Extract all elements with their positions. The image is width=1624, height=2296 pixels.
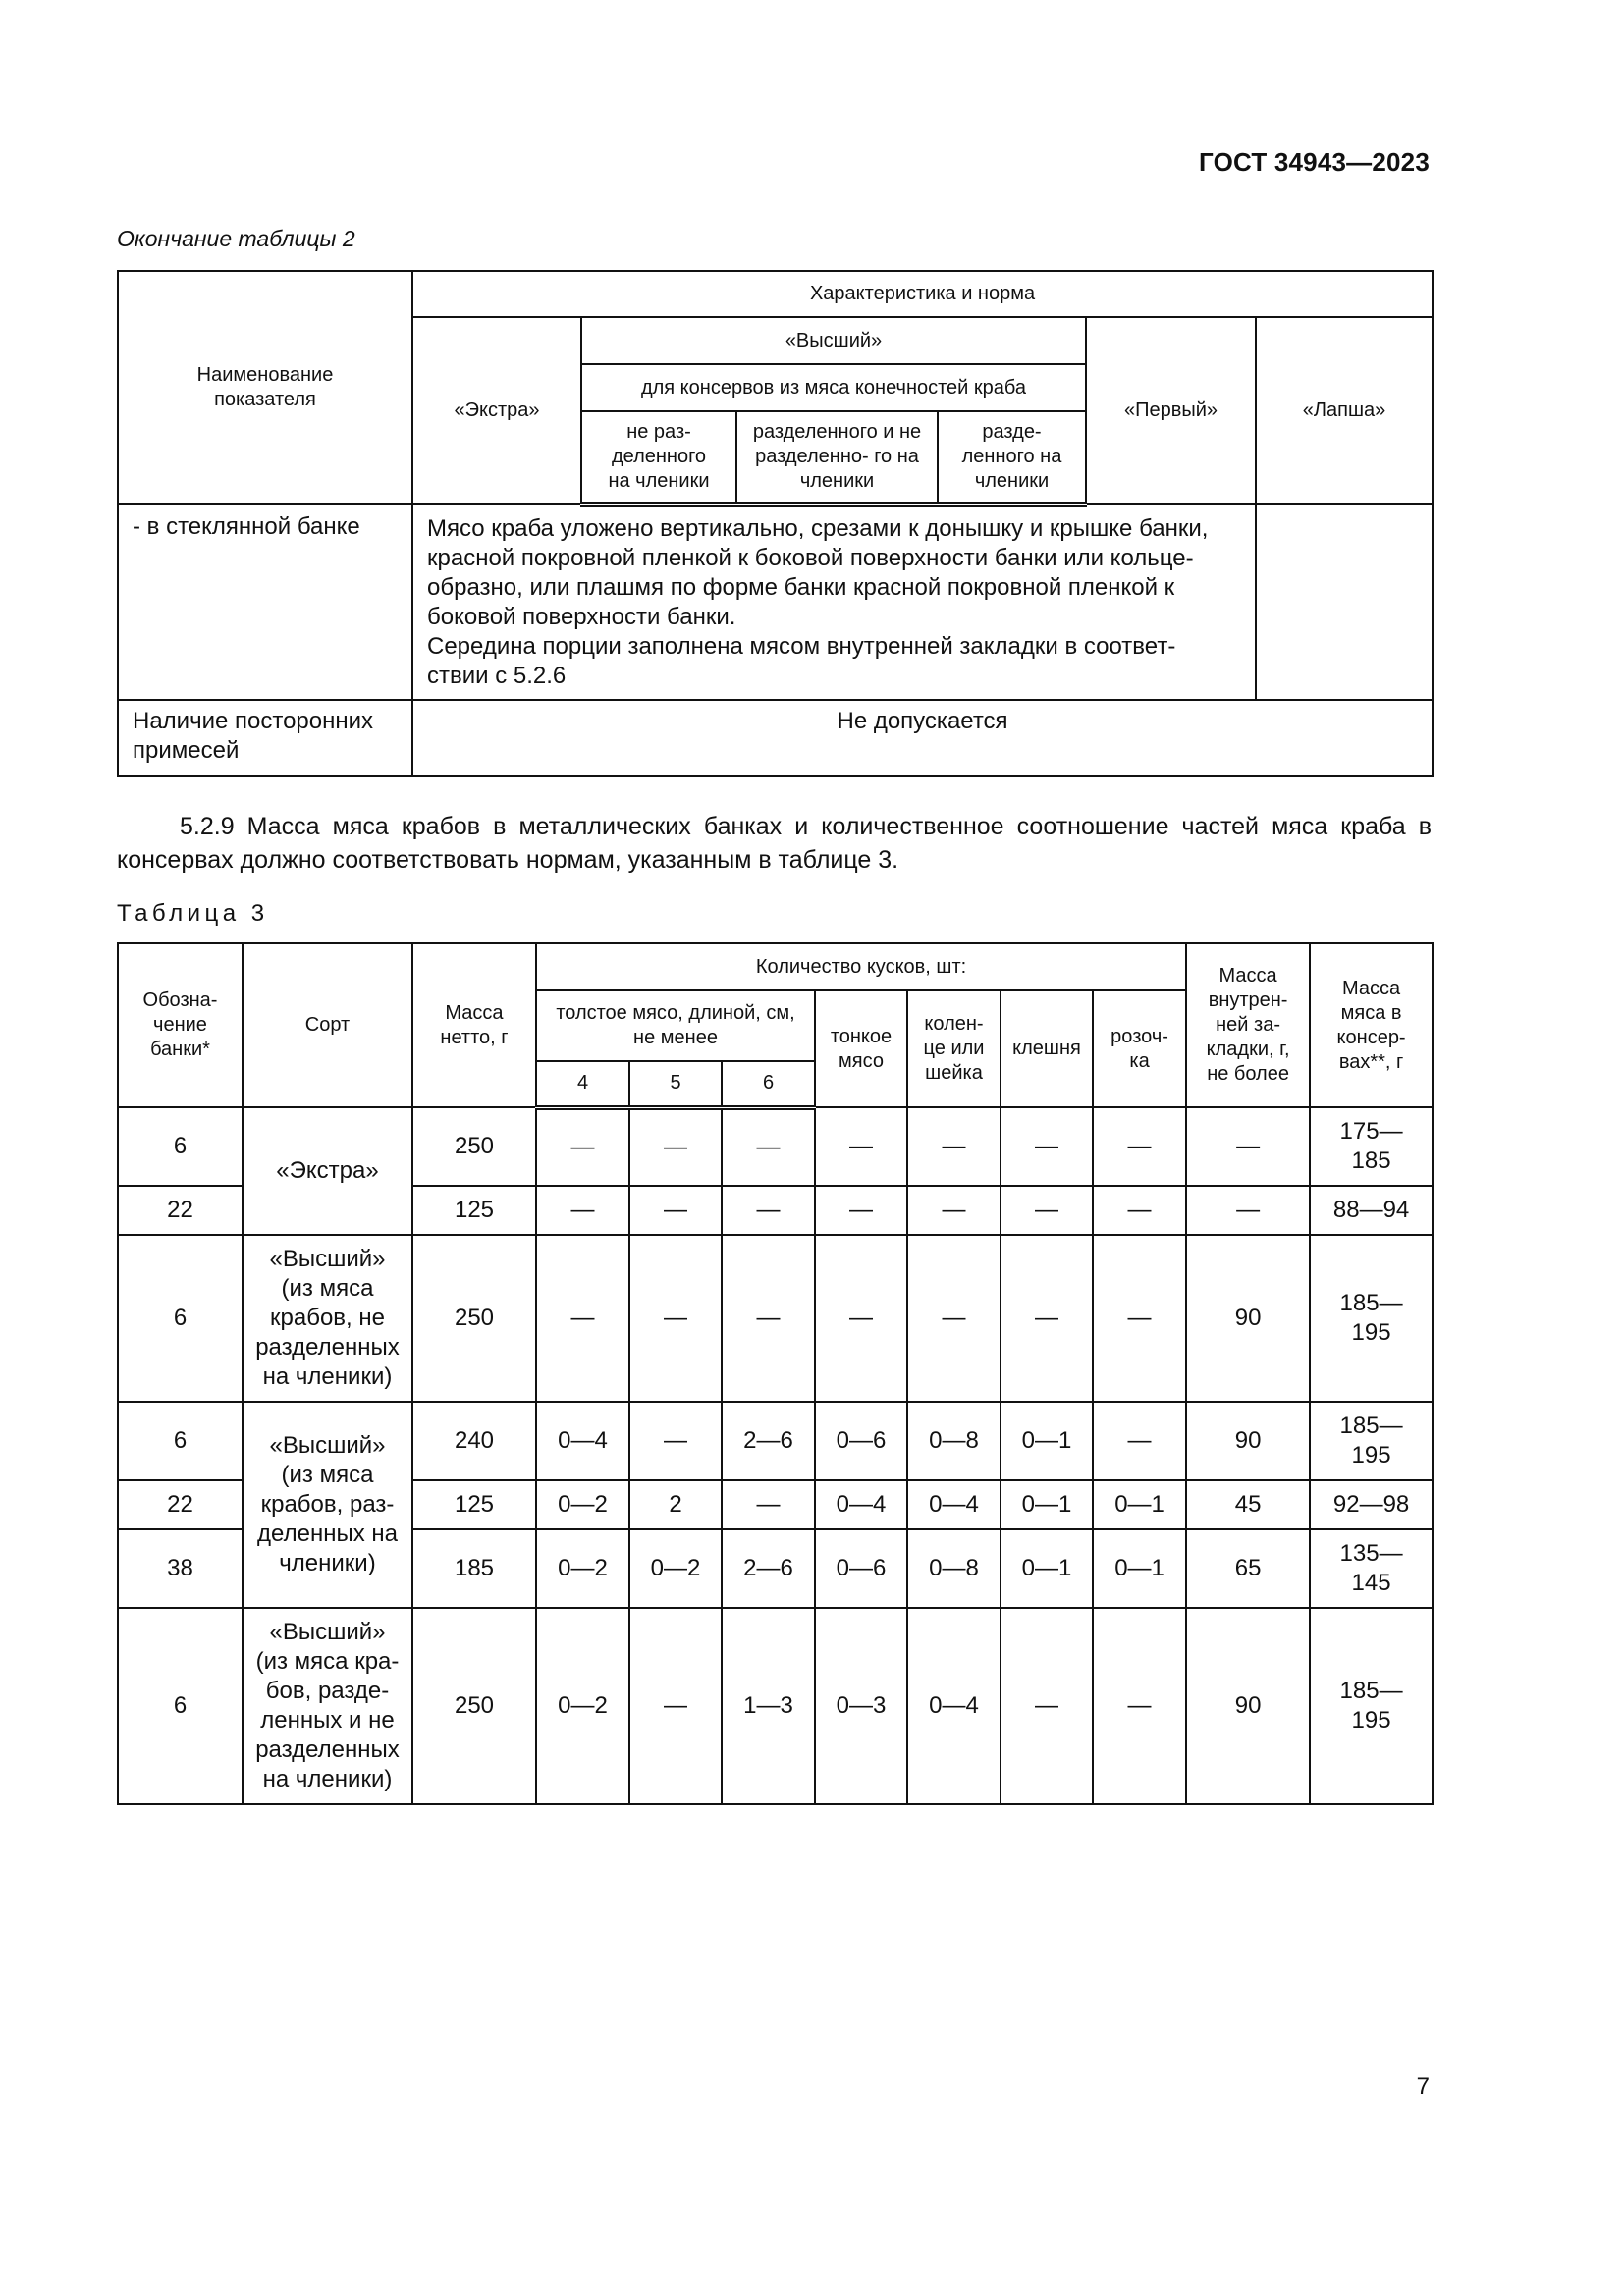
t3-head-thin: тонкое мясо bbox=[815, 990, 907, 1107]
cell: 0—4 bbox=[815, 1480, 907, 1529]
cell: — bbox=[1093, 1402, 1186, 1480]
text-line: Середина порции заполнена мясом внутренней закладки в соответ- bbox=[427, 632, 1176, 660]
text-line: ствии с 5.2.6 bbox=[427, 662, 567, 689]
t3-head-inner: Масса внутрен- ней за- кладки, г, не более bbox=[1186, 943, 1310, 1107]
cell: — bbox=[907, 1107, 1001, 1186]
standard-number: ГОСТ 34943—2023 bbox=[1199, 147, 1430, 177]
cell: 250 bbox=[412, 1608, 536, 1804]
cell: 125 bbox=[412, 1186, 536, 1235]
t2-head-sub: разделенного и не разделенно- го на членики bbox=[736, 411, 938, 504]
cell: 0—6 bbox=[815, 1529, 907, 1608]
t2-head-highest: «Высший» bbox=[581, 317, 1086, 364]
cell: — bbox=[629, 1235, 722, 1402]
cell: — bbox=[1093, 1186, 1186, 1235]
grade-cell: «Высший» (из мяса кра- бов, разде- ленных и не разделенных на членики) bbox=[243, 1608, 412, 1804]
cell: 0—1 bbox=[1093, 1529, 1186, 1608]
cell: — bbox=[629, 1402, 722, 1480]
t2-row-text: Не допускается bbox=[412, 700, 1433, 776]
cell: 22 bbox=[118, 1186, 243, 1235]
table-row bbox=[118, 1608, 1433, 1804]
t2-head-extra: «Экстра» bbox=[412, 317, 581, 504]
cell: — bbox=[1093, 1608, 1186, 1804]
cell: 125 bbox=[412, 1480, 536, 1529]
cell: 0—4 bbox=[536, 1402, 629, 1480]
cell: — bbox=[907, 1235, 1001, 1402]
cell: — bbox=[1186, 1186, 1310, 1235]
text-line: боковой поверхности банки. bbox=[427, 603, 736, 630]
cell: 38 bbox=[118, 1529, 243, 1608]
cell: 250 bbox=[412, 1107, 536, 1186]
table-row bbox=[118, 1235, 1433, 1402]
t2-row-text bbox=[412, 504, 1256, 700]
cell: — bbox=[536, 1107, 629, 1186]
cell: 92—98 bbox=[1310, 1480, 1433, 1529]
text-line: Мясо краба уложено вертикально, срезами к донышку и крышке банки, bbox=[427, 514, 1209, 542]
cell: 175— 185 bbox=[1310, 1107, 1433, 1186]
paragraph-5-2-9: 5.2.9 Масса мяса крабов в металлических банках и количественное соотношение частей мяса краба в консервах должно соответствовать нормам, указанным в таблице 3. bbox=[117, 813, 1432, 874]
cell: 6 bbox=[118, 1402, 243, 1480]
cell: 250 bbox=[412, 1235, 536, 1402]
cell: — bbox=[815, 1107, 907, 1186]
table-row bbox=[118, 1402, 1433, 1480]
cell: — bbox=[536, 1235, 629, 1402]
cell: 2—6 bbox=[722, 1402, 815, 1480]
cell: 0—2 bbox=[536, 1480, 629, 1529]
cell: 45 bbox=[1186, 1480, 1310, 1529]
table2-caption: Окончание таблицы 2 bbox=[117, 226, 355, 251]
cell: 2 bbox=[629, 1480, 722, 1529]
cell: 0—3 bbox=[815, 1608, 907, 1804]
cell: 6 bbox=[118, 1235, 243, 1402]
t2-head-char-norm: Характеристика и норма bbox=[412, 271, 1433, 317]
cell: 90 bbox=[1186, 1235, 1310, 1402]
cell: 240 bbox=[412, 1402, 536, 1480]
t3-head-designation: Обозна- чение банки* bbox=[118, 943, 243, 1107]
cell: 0—6 bbox=[815, 1402, 907, 1480]
cell: 0—2 bbox=[536, 1529, 629, 1608]
cell: — bbox=[1001, 1235, 1093, 1402]
cell: — bbox=[1093, 1235, 1186, 1402]
t3-head-claw: клешня bbox=[1001, 990, 1093, 1107]
cell: — bbox=[722, 1186, 815, 1235]
t3-head-length: 4 bbox=[536, 1061, 629, 1107]
cell: — bbox=[629, 1186, 722, 1235]
cell: 0—2 bbox=[629, 1529, 722, 1608]
t2-head-sub: не раз- деленного на членики bbox=[581, 411, 736, 504]
cell: 90 bbox=[1186, 1608, 1310, 1804]
cell: 185— 195 bbox=[1310, 1608, 1433, 1804]
cell: 65 bbox=[1186, 1529, 1310, 1608]
cell: 22 bbox=[118, 1480, 243, 1529]
cell: 0—8 bbox=[907, 1529, 1001, 1608]
t2-head-noodle: «Лапша» bbox=[1256, 317, 1433, 504]
cell: — bbox=[1001, 1186, 1093, 1235]
table-3 bbox=[117, 942, 1434, 1805]
cell: 1—3 bbox=[722, 1608, 815, 1804]
t3-head-length: 6 bbox=[722, 1061, 815, 1107]
cell: — bbox=[536, 1186, 629, 1235]
table-row bbox=[118, 1107, 1433, 1186]
grade-cell: «Высший» (из мяса крабов, раз- деленных на членики) bbox=[243, 1402, 412, 1608]
text-line: образно, или плашмя по форме банки красной покровной пленкой к bbox=[427, 573, 1175, 601]
t3-head-mass: Масса мяса в консер- вах**, г bbox=[1310, 943, 1433, 1107]
cell: 2—6 bbox=[722, 1529, 815, 1608]
cell: 6 bbox=[118, 1107, 243, 1186]
t3-head-pieces: Количество кусков, шт: bbox=[536, 943, 1186, 990]
table-2 bbox=[117, 270, 1434, 777]
t3-head-grade: Сорт bbox=[243, 943, 412, 1107]
t3-head-net: Масса нетто, г bbox=[412, 943, 536, 1107]
cell: 0—4 bbox=[907, 1480, 1001, 1529]
t2-head-first: «Первый» bbox=[1086, 317, 1256, 504]
cell: 185— 195 bbox=[1310, 1235, 1433, 1402]
cell: — bbox=[629, 1608, 722, 1804]
t3-head-knee: колен- це или шейка bbox=[907, 990, 1001, 1107]
t3-head-thick: толстое мясо, длиной, см, не менее bbox=[536, 990, 815, 1061]
cell: — bbox=[1001, 1608, 1093, 1804]
grade-cell: «Высший» (из мяса крабов, не разделенных на членики) bbox=[243, 1235, 412, 1402]
cell: — bbox=[907, 1186, 1001, 1235]
t2-row-name: Наличие посторонних примесей bbox=[118, 700, 412, 776]
cell: — bbox=[1186, 1107, 1310, 1186]
cell: 0—1 bbox=[1001, 1480, 1093, 1529]
cell: — bbox=[722, 1107, 815, 1186]
cell: 0—1 bbox=[1001, 1529, 1093, 1608]
cell: 185 bbox=[412, 1529, 536, 1608]
t2-head-sub: разде- ленного на членики bbox=[938, 411, 1086, 504]
cell: — bbox=[815, 1235, 907, 1402]
cell: — bbox=[1093, 1107, 1186, 1186]
cell: — bbox=[1001, 1107, 1093, 1186]
t2-head-name: Наименование показателя bbox=[118, 271, 412, 504]
text-line: красной покровной пленкой к боковой поверхности банки или кольце- bbox=[427, 544, 1194, 571]
cell: 0—1 bbox=[1001, 1402, 1093, 1480]
grade-cell: «Экстра» bbox=[243, 1107, 412, 1235]
t2-empty-cell bbox=[1256, 504, 1433, 700]
page-number: 7 bbox=[1416, 2073, 1430, 2100]
t2-row-name: - в стеклянной банке bbox=[118, 504, 412, 700]
cell: 0—1 bbox=[1093, 1480, 1186, 1529]
cell: — bbox=[722, 1235, 815, 1402]
table3-caption: Таблица 3 bbox=[117, 900, 269, 927]
t3-head-length: 5 bbox=[629, 1061, 722, 1107]
t2-head-limbs: для консервов из мяса конечностей краба bbox=[581, 364, 1086, 411]
cell: 0—2 bbox=[536, 1608, 629, 1804]
cell: — bbox=[629, 1107, 722, 1186]
cell: 0—8 bbox=[907, 1402, 1001, 1480]
t3-head-rose: розоч- ка bbox=[1093, 990, 1186, 1107]
cell: 135— 145 bbox=[1310, 1529, 1433, 1608]
cell: — bbox=[722, 1480, 815, 1529]
cell: 6 bbox=[118, 1608, 243, 1804]
cell: 0—4 bbox=[907, 1608, 1001, 1804]
cell: 90 bbox=[1186, 1402, 1310, 1480]
cell: 88—94 bbox=[1310, 1186, 1433, 1235]
cell: 185— 195 bbox=[1310, 1402, 1433, 1480]
cell: — bbox=[815, 1186, 907, 1235]
